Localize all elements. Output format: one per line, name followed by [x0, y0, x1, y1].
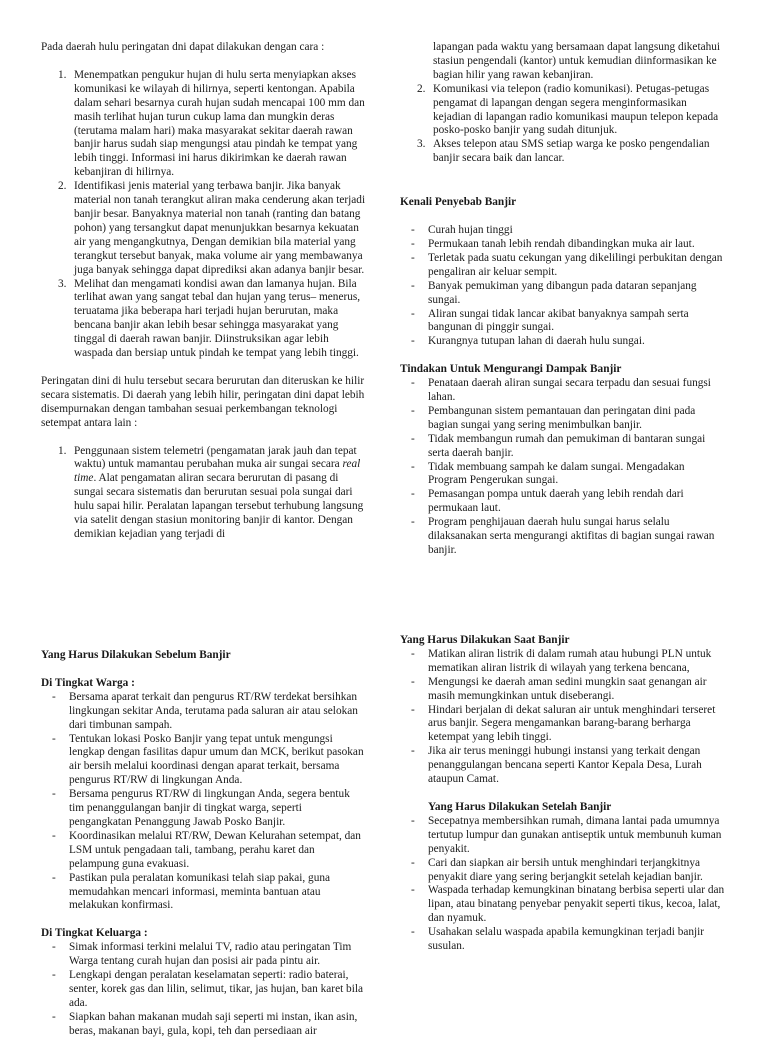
list-item: - Permukaan tanah lebih rendah dibandingkan muka air laut.	[411, 237, 695, 250]
downstream-paragraph: Peringatan dini di hulu tersebut secara berurutan dan diteruskan ke hilir secara sistematis. Di daerah yang lebih hilir, peringatan dini dapat lebih disempurnakan dengan tambahan sesuai perkembangan teknologi setempat antara lain :	[41, 374, 365, 429]
during-flood-list	[400, 648, 725, 787]
list-item: - Matikan aliran listrik di dalam rumah atau hubungi PLN untuk mematikan aliran listrik di wilayah yang terkena bencana,	[411, 647, 712, 674]
list-item: 2. Komunikasi via telepon (radio komunikasi). Petugas-petugas pengamat di lapangan dengan segera menginformasikan kejadian di lapangan radio komunikasi maupun telepon kepada posko-posko banjir yang sudah ditunjuk.	[417, 82, 719, 137]
list-item: - Curah hujan tinggi	[411, 224, 513, 237]
list-item: - Jika air terus meninggi hubungi instansi yang terkait dengan penanggulangan bencana seperti Kantor Kepala Desa, Lurah ataupun Camat.	[411, 745, 702, 786]
after-flood-list	[400, 815, 725, 954]
list-item: - Siapkan bahan makanan mudah saji seperti mi instan, ikan asin, beras, makanan bayi, gula, kopi, teh dan persediaan air	[52, 1010, 358, 1037]
list-item: - Pembangunan sistem pemantauan dan peringatan dini pada bagian sungai yang sering menimbulkan banjir.	[411, 404, 696, 431]
causes-heading: Kenali Penyebab Banjir	[400, 196, 517, 209]
list-item: - Tidak membangun rumah dan pemukiman di bantaran sungai serta daerah banjir.	[411, 432, 706, 459]
top-right-column	[400, 41, 725, 558]
list-item: - Bersama aparat terkait dan pengurus RT/RW terdekat bersihkan lingkungan sekitar Anda, terutama pada saluran air atau selokan dari timbunan sampah.	[52, 690, 358, 731]
italic-term: real time	[74, 458, 361, 485]
top-left-column	[41, 41, 366, 542]
list-item: - Tentukan lokasi Posko Banjir yang tepat untuk mengungsi lengkap dengan fasilitas dapur umum dan MCK, berikut pasokan air bersih melalui koordinasi dengan aparat terkait, bersama pengurus RT/RW di lingkungan Anda.	[52, 732, 364, 787]
list-item: - Program penghijauan daerah hulu sungai harus selalu dilaksanakan serta mengurangi aktifitas di bagian sungai rawan banjir.	[411, 516, 715, 556]
list-item: - Mengungsi ke daerah aman sedini mungkin saat genangan air masih memungkinkan untuk diseberangi.	[411, 675, 707, 702]
family-level-heading: Di Tingkat Keluarga :	[41, 927, 148, 940]
list-item: - Bersama pengurus RT/RW di lingkungan Anda, segera bentuk tim penanggulangan banjir di tingkat warga, seperti pengangkatan Penanggung Jawab Posko Banjir.	[52, 788, 350, 828]
before-flood-heading: Yang Harus Dilakukan Sebelum Banjir	[41, 649, 231, 661]
list-item: 3. Akses telepon atau SMS setiap warga ke posko pengendalian banjir secara baik dan lancar.	[417, 138, 710, 165]
list-item: - Waspada terhadap kemungkinan binatang berbisa seperti ular dan lipan, atau binatang penyebar penyakit seperti tikus, kecoa, lalat, dan nyamuk.	[411, 884, 725, 925]
list-item: 1. Penggunaan sistem telemetri (pengamatan jarak jauh dan tepat waktu) untuk mamantau perubahan muka air sungai secara real time. Alat pengamatan aliran secara berurutan di pasang di sungai secara sistematis dan berurutan sesuai pola sungai dari hulu sapai hilir. Peralatan lapangan tersebut terhubung langsung via satelit dengan stasiun monitoring banjir di kantor. Dengan demikian kejadian yang terjadi di	[58, 444, 364, 540]
list-item: 3. Melihat dan mengamati kondisi awan dan lamanya hujan. Bila terlihat awan yang sangat tebal dan hujan yang terus– menerus, teruatama jika beberapa hari terjadi hujan berurutan, maka bencana banjir akan lebih besar sehingga masyarakat yang tinggal di daerah rawan banjir. Diinstruksikan agar lebih waspada dan bersiap untuk pindah ke tempat yang lebih tinggi.	[58, 277, 361, 360]
list-item: 2. Identifikasi jenis material yang terbawa banjir. Jika banyak material non tanah terangkut aliran maka cenderung akan terjadi banjir besar. Banyaknya material non tanah (ranting dan batang pohon) yang tersangkut dapat menunjukkan besarnya kekuatan air yang mengangkutnya, Dengan demikian bila material yang terangkut tersebut banyak, maka volume air yang membawanya juga banyak sehingga dapat diprediksi akan adanya banjir besar.	[58, 180, 366, 276]
list-item: - Cari dan siapkan air bersih untuk menghindari terjangkitnya penyakit diare yang sering berjangkit setelah kejadian banjir.	[411, 856, 703, 883]
causes-list	[400, 224, 725, 349]
list-item: - Penataan daerah aliran sungai secara terpadu dan sesuai fungsi lahan.	[411, 377, 711, 404]
actions-heading: Tindakan Untuk Mengurangi Dampak Banjir	[400, 363, 622, 376]
after-flood-heading: Yang Harus Dilakukan Setelah Banjir	[428, 800, 612, 813]
bottom-left-column	[41, 649, 366, 1039]
list-item: - Simak informasi terkini melalui TV, radio atau peringatan Tim Warga tentang curah hujan dan posisi air pada pintu air.	[52, 941, 352, 968]
list-item: - Kurangnya tutupan lahan di daerah hulu sungai.	[411, 335, 645, 348]
list-item: 1. Menempatkan pengukur hujan di hulu serta menyiapkan akses komunikasi ke wilayah di hilirnya, seperti kentongan. Apabila dalam sehari besarnya curah hujan sudah mencapai 100 mm dan masih terlihat hujan turun cukup lama dan mungkin deras (terutama malam hari) maka masyarakat sekitar daerah rawan banjir harus sudah siap mengungsi atau pindah ke tempat yang lebih tinggi. Informasi ini harus dikirimkan ke daerah rawan kebanjiran di hilirnya.	[58, 68, 365, 179]
downstream-tech-list	[41, 445, 366, 542]
list-item: - Pastikan pula peralatan komunikasi telah siap pakai, guna memudahkan mencari informasi, meminta bantuan atau melakukan konfirmasi.	[52, 871, 331, 912]
list-item: - Hindari berjalan di dekat saluran air untuk menghindari terseret arus banjir. Segera mengamankan barang-barang berharga ketempat yang lebih tinggi.	[411, 703, 716, 744]
list-item: - Koordinasikan melalui RT/RW, Dewan Kelurahan setempat, dan LSM untuk pengadaan tali, tambang, perahu karet dan pelampung guna evakuasi.	[52, 829, 361, 870]
bottom-right-column	[400, 634, 725, 954]
list-item: - Pemasangan pompa untuk daerah yang lebih rendah dari permukaan laut.	[411, 488, 684, 515]
list-item: - Terletak pada suatu cekungan yang dikelilingi perbukitan dengan pengaliran air keluar sempit.	[411, 251, 723, 278]
actions-list	[400, 377, 725, 558]
list-item: - Aliran sungai tidak lancar akibat banyaknya sampah serta bangunan di pinggir sungai.	[411, 307, 689, 334]
downstream-tech-list-continued	[400, 41, 725, 166]
list-item: - Lengkapi dengan peralatan keselamatan seperti: radio baterai, senter, korek gas dan lilin, selimut, tikar, jas hujan, ban karet bila ada.	[52, 969, 363, 1009]
list-item: - Banyak pemukiman yang dibangun pada dataran sepanjang sungai.	[411, 279, 697, 306]
list-item-continuation: lapangan pada waktu yang bersamaan dapat langsung diketahui stasiun pengendali (kantor) untuk kemudian diinformasikan ke bagian hilir yang rawan kebanjiran.	[433, 41, 721, 81]
citizen-level-list	[41, 691, 366, 914]
during-flood-heading: Yang Harus Dilakukan Saat Banjir	[400, 634, 570, 646]
intro-paragraph: Pada daerah hulu peringatan dni dapat dilakukan dengan cara :	[41, 41, 325, 53]
upstream-warning-list	[41, 69, 366, 361]
list-item: - Secepatnya membersihkan rumah, dimana lantai pada umumnya tertutup lumpur dan gunakan antiseptik untuk membunuh kuman penyakit.	[411, 814, 722, 855]
list-item: - Tidak membuang sampah ke dalam sungai. Mengadakan Program Pengerukan sungai.	[411, 460, 685, 487]
list-item: - Usahakan selalu waspada apabila kemungkinan terjadi banjir susulan.	[411, 926, 705, 953]
citizen-level-heading: Di Tingkat Warga :	[41, 676, 135, 689]
